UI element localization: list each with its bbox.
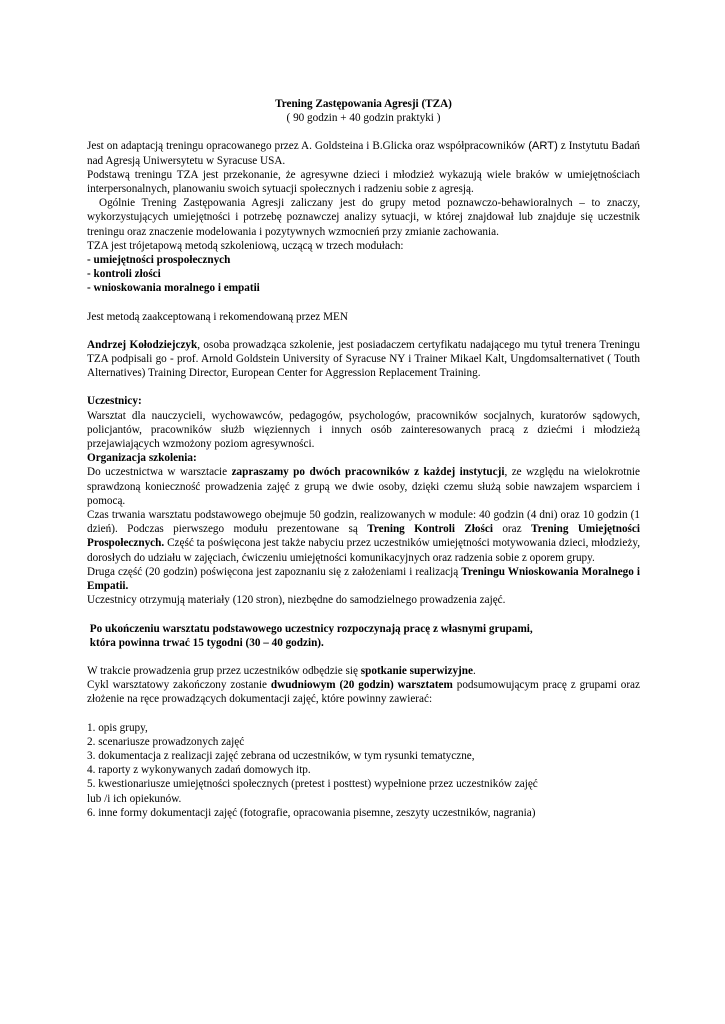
trainer-text: , osoba prowadząca szkolenie, jest posiadaczem certyfikatu nadającego mu tytuł trenera Treningu TZA podpisali go - prof. Arnold Goldstein University of Syracuse NY i Trainer Mikael Kalt, Ungdomsalternativet ( Touth Alternatives) Training Director, European Center for Aggression Replacement Training.	[87, 338, 640, 380]
participants-text: Warsztat dla nauczycieli, wychowawców, pedagogów, psychologów, pracowników socjalnych, kuratorów sądowych, policjantów, pracowników służb więziennych i innych osób zainteresowanych pracą z dziećmi i młodzieżą przejawiających wzmożony poziom agresywności.	[87, 409, 640, 451]
org-text: Część ta poświęcona jest także nabyciu przez uczestników umiejętności motywowania dzieci, młodzieży, dorosłych do udziału w zajęciach, ćwiczeniu umiejętności komunikacyjnych oraz radzenia sobie z oporem grupy.	[87, 537, 640, 564]
intro-paragraph-3: Ogólnie Trening Zastępowania Agresji zaliczany jest do grupy metod poznawczo-behawioralnych – to znaczy, wykorzystujących umiejętności i potrzebę poznawczej analizy sytuacji, w której znajdował lub znajduje się uczestnik treningu oraz znaczenie modelowania i pozytywnych wzmocnień przy zmianie zachowania.	[87, 197, 640, 238]
module-item: - wnioskowania moralnego i empatii	[87, 282, 260, 295]
org-text: Druga część (20 godzin) poświęcona jest zapoznaniu się z założeniami i realizacją	[87, 565, 462, 578]
intro-paragraph-2: Podstawą treningu TZA jest przekonanie, że agresywne dzieci i młodzież wykazują wiele braków w umiejętnościach interpersonalnych, planowaniu swoich sytuacji społecznych i radzeniu sobie z agresją.	[87, 168, 640, 196]
summary-text: .	[472, 664, 476, 677]
list-item: 5. kwestionariusze umiejętności społecznych (pretest i posttest) wypełnione przez uczestników zajęć	[87, 778, 538, 791]
list-item: 3. dokumentacja z realizacji zajęć zebrana od uczestników, w tym rysunki tematyczne,	[87, 749, 475, 762]
module-item: - kontroli złości	[87, 268, 161, 281]
organization-paragraph-1	[87, 465, 640, 508]
summary-text: podsumowującym pracę z grupami oraz złożenie na ręce prowadzących dokumentacji zajęć, które powinny zawierać:	[87, 679, 640, 706]
summary-paragraph-1	[87, 664, 640, 678]
two-day-workshop: dwudniowym (20 godzin) warsztatem	[270, 679, 453, 692]
organization-heading: Organizacja szkolenia:	[87, 452, 197, 465]
art-acronym: (ART)	[528, 140, 558, 153]
after-training-line-1: Po ukończeniu warsztatu podstawowego uczestnicy rozpoczynają pracę z własnymi grupami,	[87, 622, 533, 635]
supervision-meeting: spotkanie superwizyjne	[360, 664, 473, 677]
document-body	[87, 97, 640, 820]
org-text: Czas trwania warsztatu podstawowego obejmuje 50 godzin, realizowanych w module: 40 godzin (4 dni) oraz 10 godzin (1 dzień). Podczas pierwszego modułu prezentowane są	[87, 509, 640, 536]
organization-paragraph-4: Uczestnicy otrzymują materiały (120 stron), niezbędne do samodzielnego prowadzenia zajęć.	[87, 594, 506, 607]
trainer-paragraph	[87, 338, 640, 381]
trainer-name: Andrzej Kołodziejczyk	[87, 338, 198, 351]
summary-text: W trakcie prowadzenia grup przez uczestników odbędzie się	[87, 664, 361, 677]
org-bold-invite: zapraszamy po dwóch pracowników z każdej instytucji	[231, 466, 505, 479]
org-text: Do uczestnictwa w warsztacie	[87, 466, 232, 479]
list-item: 4. raporty z wykonywanych zadań domowych itp.	[87, 764, 311, 777]
summary-text: Cykl warsztatowy zakończony zostanie	[87, 679, 271, 692]
documentation-list	[87, 721, 640, 820]
summary-paragraph-2	[87, 678, 640, 706]
document-title: Trening Zastępowania Agresji (TZA)	[275, 98, 452, 110]
organization-paragraph-3	[87, 565, 640, 593]
list-item-continuation: lub /i ich opiekunów.	[87, 792, 182, 805]
list-item: 6. inne formy dokumentacji zajęć (fotografie, opracowania pisemne, zeszyty uczestników, nagrania)	[87, 806, 536, 819]
module-item: - umiejętności prospołecznych	[87, 254, 231, 267]
org-text: oraz	[492, 523, 531, 536]
anger-control-training: Trening Kontroli Złości	[367, 523, 493, 536]
intro-paragraph-1	[87, 139, 640, 167]
document-subtitle: ( 90 godzin + 40 godzin praktyki )	[286, 112, 441, 125]
intro-text: Jest on adaptacją treningu opracowanego przez A. Goldsteina i B.Glicka oraz współpracowników	[87, 140, 529, 153]
accepted-by-men: Jest metodą zaakceptowaną i rekomendowaną przez MEN	[87, 310, 348, 323]
participants-heading: Uczestnicy:	[87, 395, 142, 408]
org-text-cont: , ze względu na wielokrotnie sprawdzoną konieczność prowadzenia zajęć z grupą we dwie osoby, dzięki czemu służą sobie nawzajem wsparciem i pomocą.	[87, 466, 640, 507]
moral-reasoning-training: Treningu Wnioskowania Moralnego i Empatii.	[87, 565, 640, 593]
list-item: 2. scenariusze prowadzonych zajęć	[87, 735, 245, 748]
intro-paragraph-4: TZA jest trójetapową metodą szkoleniową, uczącą w trzech modułach:	[87, 239, 404, 252]
prosocial-skills-training: Trening Umiejętności Prospołecznych.	[87, 523, 640, 550]
after-training-line-2: która powinna trwać 15 tygodni (30 – 40 godzin).	[87, 636, 324, 649]
organization-paragraph-2	[87, 508, 640, 565]
intro-text-cont: z Instytutu Badań nad Agresją Uniwersytetu w Syracuse USA.	[87, 140, 641, 167]
list-item: 1. opis grupy,	[87, 721, 148, 734]
